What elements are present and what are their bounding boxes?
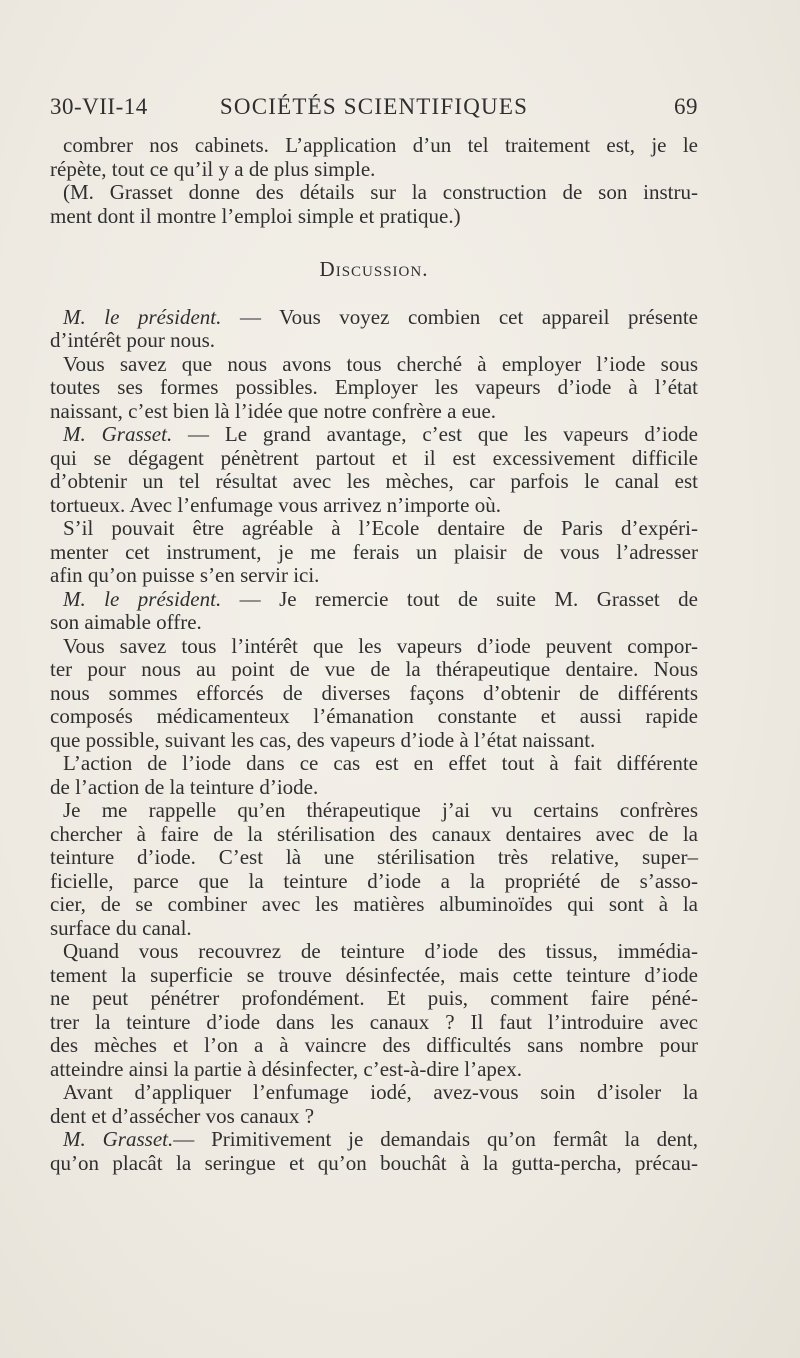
text-line: ficielle, parce que la teinture d’iode a la propriété de s’asso- (50, 868, 698, 893)
paragraph (50, 423, 698, 517)
paragraph (50, 306, 698, 353)
paragraph (50, 752, 698, 799)
paragraph (50, 1081, 698, 1128)
text-line: atteindre ainsi la partie à désinfecter, c’est-à-dire l’apex. (50, 1056, 522, 1081)
text-line: tortueux. Avec l’enfumage vous arrivez n’importe où. (50, 492, 501, 517)
text-line: naissant, c’est bien là l’idée que notre confrère a eue. (50, 398, 497, 423)
text-line: d’obtenir un tel résultat avec les mèches, car parfois le canal est (50, 469, 698, 493)
page-body (50, 134, 698, 1175)
paragraph (50, 353, 698, 424)
text-line: de l’action de la teinture d’iode. (50, 774, 319, 799)
text-line: tement la superficie se trouve désinfectée, mais cette teinture d’iode (50, 962, 698, 987)
text-line: chercher à faire de la stérilisation des canaux dentaires avec de la (50, 821, 698, 846)
text-line: ment dont il montre l’emploi simple et pratique.) (50, 203, 461, 228)
text-line: que possible, suivant les cas, des vapeurs d’iode à l’état naissant. (50, 727, 596, 752)
running-header (50, 94, 698, 124)
paragraph (50, 517, 698, 588)
text-line: Je me rappelle qu’en thérapeutique j’ai vu certains confrères (63, 798, 698, 822)
text-line: surface du canal. (50, 915, 192, 940)
paragraph (50, 588, 698, 635)
speaker-name: M. le président. (63, 304, 222, 329)
discussion-paragraphs (50, 306, 698, 1176)
paragraph (50, 134, 698, 181)
text-line: qui se dégagent pénètrent partout et il est excessivement difficile (50, 445, 698, 470)
opening-paragraphs (50, 134, 698, 228)
text-line: Avant d’appliquer l’enfumage iodé, avez-vous soin d’isoler la (63, 1080, 698, 1104)
paragraph (50, 181, 698, 228)
paragraph (50, 940, 698, 1081)
text-line: Vous savez que nous avons tous cherché à employer l’iode sous (63, 351, 698, 376)
text-line: S’il pouvait être agréable à l’Ecole dentaire de Paris d’expéri- (63, 516, 698, 540)
page-number: 69 (674, 94, 698, 119)
text-line: qu’on placât la seringue et qu’on bouchât à la gutta-percha, précau- (50, 1150, 698, 1175)
text-line: combrer nos cabinets. L’application d’un tel traitement est, je le (63, 133, 698, 157)
text-line: toutes ses formes possibles. Employer les vapeurs d’iode à l’état (50, 375, 698, 399)
header-date: 30-VII-14 (50, 94, 148, 119)
speaker-name: M. Grasset. (63, 422, 173, 446)
text-line: M. le président. — Je remercie tout de suite M. Grasset de (63, 586, 698, 611)
text-line: répète, tout ce qu’il y a de plus simple. (50, 156, 376, 181)
text-line: cier, de se combiner avec les matières albuminoïdes qui sont à la (50, 892, 698, 916)
text-line: M. Grasset.— Primitivement je demandais qu’on fermât la dent, (63, 1127, 698, 1151)
paragraph (50, 635, 698, 753)
text-line: afin qu’on puisse s’en servir ici. (50, 563, 320, 587)
text-line: dent et d’assécher vos canaux ? (50, 1103, 315, 1128)
text-line: (M. Grasset donne des détails sur la construction de son instru- (63, 180, 698, 204)
text-line: d’intérêt pour nous. (50, 328, 216, 352)
text-line: ne peut pénétrer profondément. Et puis, comment faire péné- (50, 986, 698, 1010)
paragraph (50, 799, 698, 940)
text-line: composés médicamenteux l’émanation constante et aussi rapide (50, 704, 698, 728)
paragraph (50, 1128, 698, 1175)
section-heading: Discussion. (319, 257, 429, 281)
text-line: son aimable offre. (50, 610, 202, 634)
text-line: ter pour nous au point de vue de la thérapeutique dentaire. Nous (50, 657, 698, 681)
text-line: des mèches et l’on a à vaincre des difficultés sans nombre pour (50, 1033, 698, 1057)
text-line: nous sommes efforcés de diverses façons d’obtenir de différents (50, 680, 698, 705)
speaker-name: M. Grasset. (63, 1127, 174, 1151)
text-line: Quand vous recouvrez de teinture d’iode des tissus, immédia- (63, 939, 698, 963)
text-line: trer la teinture d’iode dans les canaux ? Il faut l’introduire avec (50, 1009, 698, 1034)
speaker-name: M. le président. (63, 586, 222, 611)
text-line: M. Grasset. — Le grand avantage, c’est que les vapeurs d’iode (63, 422, 698, 446)
header-title: SOCIÉTÉS SCIENTIFIQUES (219, 94, 529, 119)
text-line: teinture d’iode. C’est là une stérilisation très relative, super– (50, 845, 698, 869)
text-line: L’action de l’iode dans ce cas est en effet tout à fait différente (63, 751, 698, 775)
text-line: menter cet instrument, je me ferais un plaisir de vous l’adresser (50, 539, 698, 564)
text-line: M. le président. — Vous voyez combien cet appareil présente (63, 304, 698, 329)
text-line: Vous savez tous l’intérêt que les vapeurs d’iode peuvent compor- (63, 633, 698, 658)
